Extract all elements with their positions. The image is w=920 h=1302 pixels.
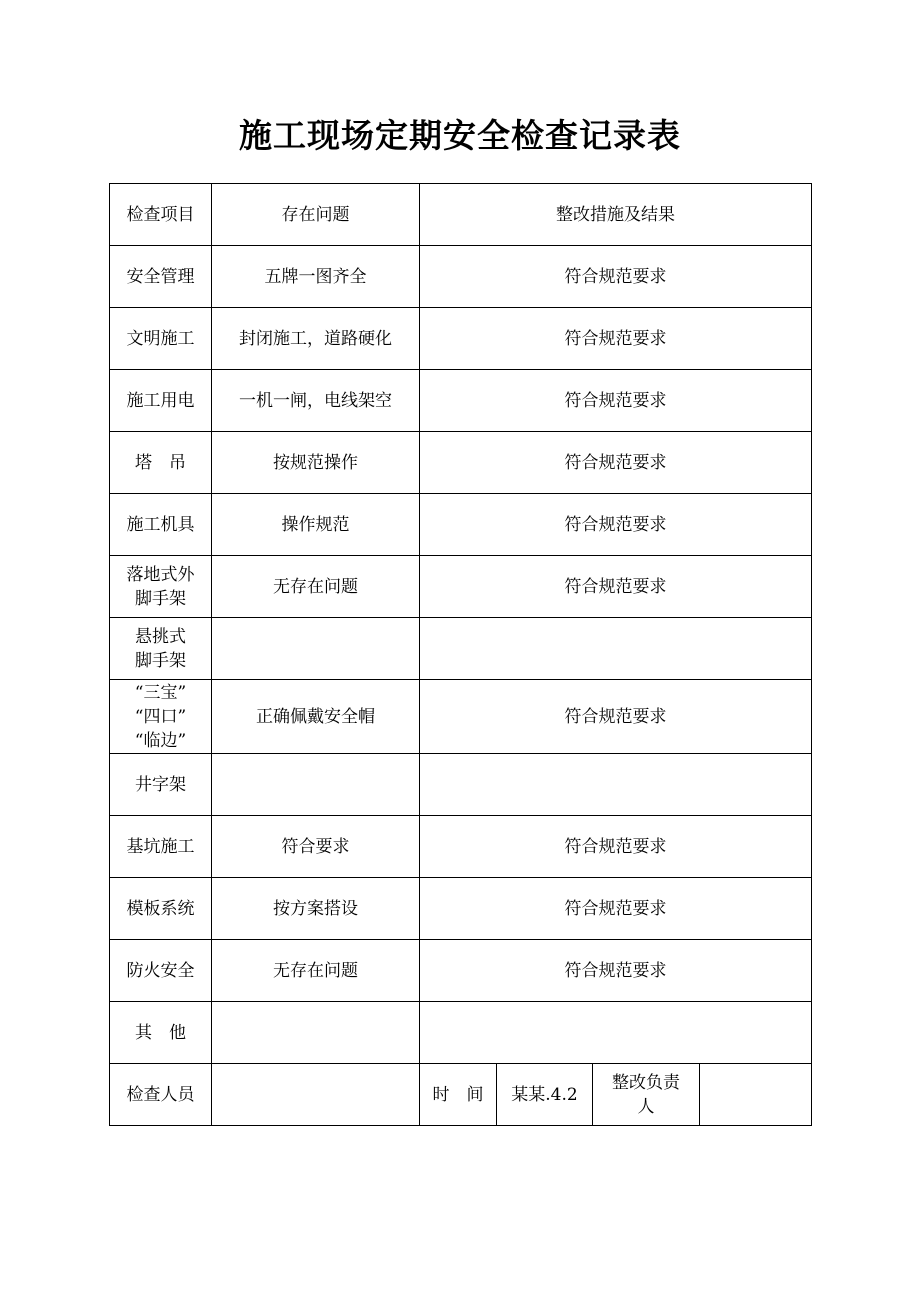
table-row <box>110 754 812 816</box>
result-cell: 符合规范要求 <box>420 370 812 432</box>
item-cell: 模板系统 <box>110 878 212 940</box>
time-label-cell: 时 间 <box>420 1064 497 1126</box>
result-cell: 符合规范要求 <box>420 878 812 940</box>
item-cell: 安全管理 <box>110 246 212 308</box>
item-cell-line: 脚手架 <box>135 588 186 609</box>
table-row <box>110 680 812 754</box>
problem-cell: 操作规范 <box>212 494 420 556</box>
problem-cell: 无存在问题 <box>212 556 420 618</box>
item-cell <box>110 680 212 754</box>
table-row <box>110 370 812 432</box>
problem-cell: 按规范操作 <box>212 432 420 494</box>
table-row <box>110 494 812 556</box>
responsible-label-cell <box>593 1064 700 1126</box>
item-cell-line: 落地式外 <box>126 564 195 585</box>
responsible-value-cell <box>700 1064 812 1126</box>
item-cell: 施工机具 <box>110 494 212 556</box>
table-row <box>110 940 812 1002</box>
problem-cell: 正确佩戴安全帽 <box>212 680 420 754</box>
item-cell-line: “三宝” <box>134 682 187 703</box>
result-cell: 符合规范要求 <box>420 816 812 878</box>
result-cell <box>420 1002 812 1064</box>
table-row <box>110 246 812 308</box>
table-footer-row <box>110 1064 812 1126</box>
item-cell: 文明施工 <box>110 308 212 370</box>
header-problem-cell: 存在问题 <box>212 184 420 246</box>
inspector-label-cell: 检查人员 <box>110 1064 212 1126</box>
result-cell: 符合规范要求 <box>420 556 812 618</box>
problem-cell <box>212 1002 420 1064</box>
responsible-label-line: 整改负责 <box>612 1072 680 1093</box>
table-row <box>110 556 812 618</box>
result-cell: 符合规范要求 <box>420 246 812 308</box>
responsible-label-line: 人 <box>637 1096 655 1117</box>
item-cell-line: 脚手架 <box>135 650 186 671</box>
inspection-record-table <box>109 183 812 1126</box>
item-cell: 其 他 <box>110 1002 212 1064</box>
header-result-cell: 整改措施及结果 <box>420 184 812 246</box>
table-row <box>110 618 812 680</box>
item-cell <box>110 618 212 680</box>
item-cell-line: “临边” <box>134 730 187 751</box>
result-cell: 符合规范要求 <box>420 308 812 370</box>
table-row <box>110 878 812 940</box>
inspector-value-cell <box>212 1064 420 1126</box>
problem-cell: 封闭施工，道路硬化 <box>212 308 420 370</box>
table-header-row <box>110 184 812 246</box>
item-cell-line: “四口” <box>134 706 187 727</box>
problem-cell: 符合要求 <box>212 816 420 878</box>
result-cell: 符合规范要求 <box>420 494 812 556</box>
result-cell <box>420 754 812 816</box>
result-cell <box>420 618 812 680</box>
problem-cell: 五牌一图齐全 <box>212 246 420 308</box>
item-cell <box>110 556 212 618</box>
result-cell: 符合规范要求 <box>420 940 812 1002</box>
item-cell: 塔 吊 <box>110 432 212 494</box>
table-row <box>110 816 812 878</box>
table-row <box>110 432 812 494</box>
item-cell: 防火安全 <box>110 940 212 1002</box>
time-value-cell: 某某.4.2 <box>497 1064 593 1126</box>
item-cell: 基坑施工 <box>110 816 212 878</box>
document-title: 施工现场定期安全检查记录表 <box>239 116 681 155</box>
problem-cell: 按方案搭设 <box>212 878 420 940</box>
problem-cell <box>212 754 420 816</box>
table-row <box>110 308 812 370</box>
item-cell-line: 悬挑式 <box>135 626 186 647</box>
problem-cell: 无存在问题 <box>212 940 420 1002</box>
problem-cell: 一机一闸，电线架空 <box>212 370 420 432</box>
result-cell: 符合规范要求 <box>420 432 812 494</box>
table-row <box>110 1002 812 1064</box>
result-cell: 符合规范要求 <box>420 680 812 754</box>
header-item-cell: 检查项目 <box>110 184 212 246</box>
item-cell: 施工用电 <box>110 370 212 432</box>
problem-cell <box>212 618 420 680</box>
item-cell: 井字架 <box>110 754 212 816</box>
